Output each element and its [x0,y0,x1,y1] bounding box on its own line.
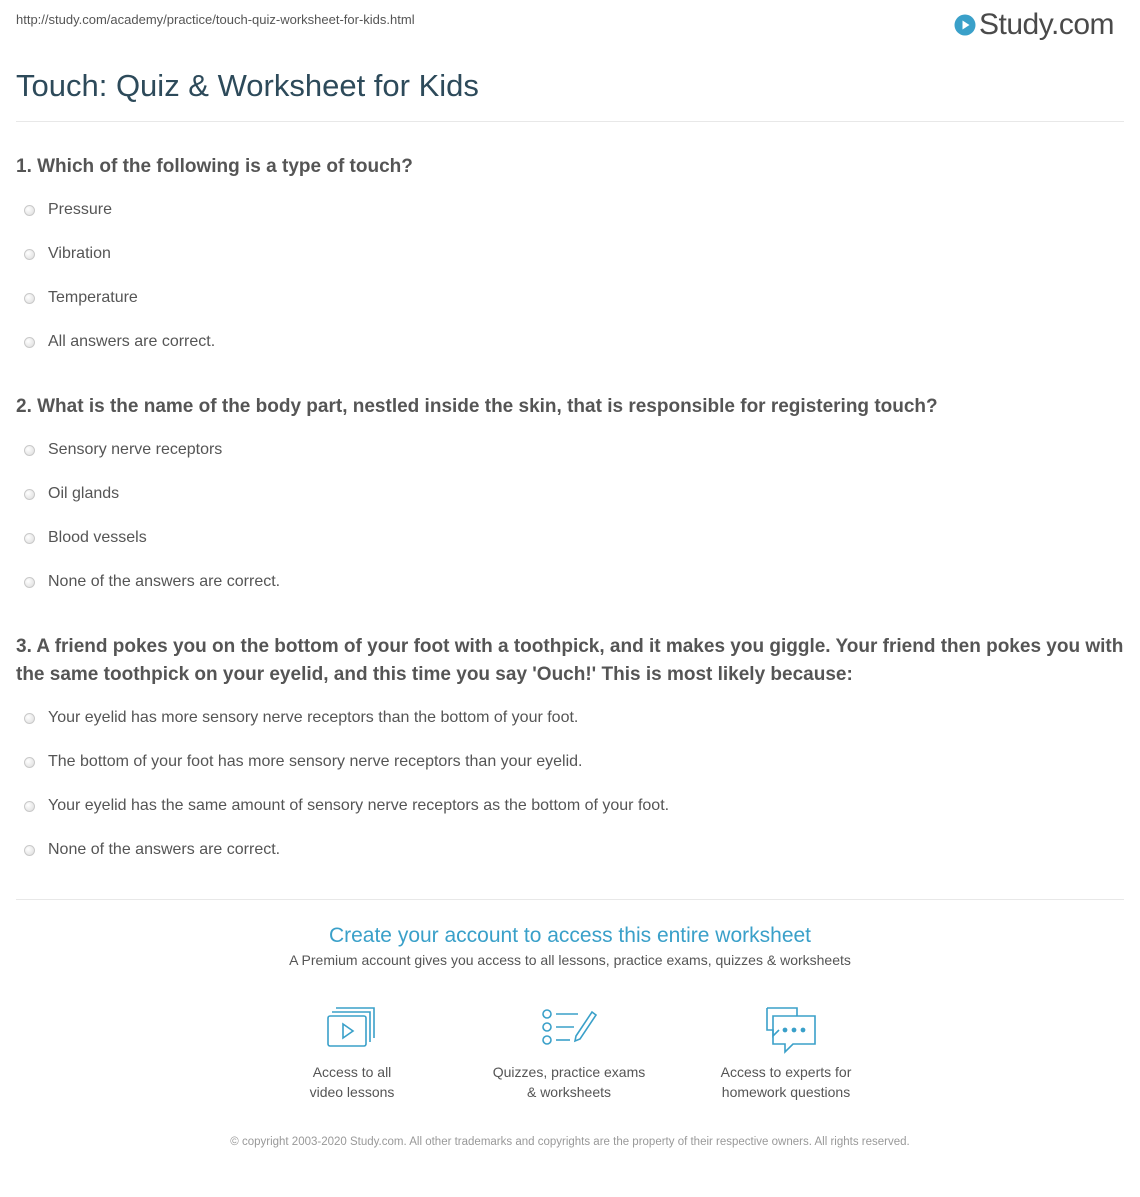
answer-label: Pressure [48,201,113,218]
expert-chat-icon [753,1004,819,1056]
answer-label: Your eyelid has the same amount of sensory nerve receptors as the bottom of your foot. [48,797,670,814]
copyright-notice: © copyright 2003-2020 Study.com. All other trademarks and copyrights are the property of their respective owners. All rights reserved. [230,1136,910,1148]
answer-option[interactable] [16,232,1124,276]
divider [16,121,1124,122]
question-2 [16,393,1124,604]
answer-label: Vibration [48,245,111,262]
answer-option[interactable] [16,472,1124,516]
answer-option[interactable] [16,428,1124,472]
answer-option[interactable] [16,696,1124,740]
answer-label: Oil glands [48,485,120,502]
promo-title-link[interactable]: Create your account to access this entire worksheet [328,924,812,947]
radio-icon[interactable] [24,249,35,260]
radio-icon[interactable] [24,533,35,544]
feature-label: video lessons [309,1084,395,1100]
answer-option[interactable] [16,740,1124,784]
feature-label: homework questions [721,1084,851,1100]
feature-video-lessons [252,1004,452,1102]
radio-icon[interactable] [24,713,35,724]
radio-icon[interactable] [24,337,35,348]
quiz-checklist-icon [540,1004,598,1050]
video-lessons-icon [326,1004,378,1050]
answer-label: The bottom of your foot has more sensory nerve receptors than your eyelid. [48,753,583,770]
answer-label: None of the answers are correct. [48,573,281,590]
question-text: 2. What is the name of the body part, nestled inside the skin, that is responsible for registering touch? [16,396,938,417]
question-3 [16,633,1124,872]
feature-label: Access to experts for [720,1064,852,1080]
play-logo-icon [954,14,976,36]
answer-label: Your eyelid has more sensory nerve receptors than the bottom of your foot. [48,709,579,726]
answer-option[interactable] [16,784,1124,828]
radio-icon[interactable] [24,489,35,500]
answer-options [16,188,1124,364]
radio-icon[interactable] [24,845,35,856]
question-text: 1. Which of the following is a type of touch? [16,156,413,177]
radio-icon[interactable] [24,757,35,768]
radio-icon[interactable] [24,205,35,216]
answer-options [16,696,1124,872]
radio-icon[interactable] [24,577,35,588]
feature-label: & worksheets [526,1084,612,1100]
radio-icon[interactable] [24,801,35,812]
logo-text: Study.com [979,8,1114,41]
answer-label: Sensory nerve receptors [48,441,223,458]
divider [16,899,1124,900]
answer-option[interactable] [16,188,1124,232]
answer-label: None of the answers are correct. [48,841,281,858]
answer-option[interactable] [16,276,1124,320]
study-logo[interactable] [954,8,1114,42]
feature-label: Quizzes, practice exams [492,1064,646,1080]
radio-icon[interactable] [24,293,35,304]
answer-label: All answers are correct. [48,333,216,350]
question-1 [16,153,1124,364]
question-text: 3. A friend pokes you on the bottom of your foot with a toothpick, and it makes you giggle. Your friend then pokes you with the same toothpick on your eyelid, and this time you say 'Ouch!' This is most likely because: [16,636,1124,685]
answer-label: Temperature [48,289,138,306]
answer-label: Blood vessels [48,529,147,546]
page-url: http://study.com/academy/practice/touch-quiz-worksheet-for-kids.html [16,12,415,27]
premium-promo [0,922,1140,968]
answer-options [16,428,1124,604]
feature-quizzes [469,1004,669,1102]
page-title: Touch: Quiz & Worksheet for Kids [16,68,479,103]
feature-label: Access to all [312,1064,392,1080]
answer-option[interactable] [16,828,1124,872]
answer-option[interactable] [16,516,1124,560]
answer-option[interactable] [16,320,1124,364]
answer-option[interactable] [16,560,1124,604]
radio-icon[interactable] [24,445,35,456]
feature-experts [686,1004,886,1102]
promo-subtitle: A Premium account gives you access to all lessons, practice exams, quizzes & worksheets [289,952,851,968]
